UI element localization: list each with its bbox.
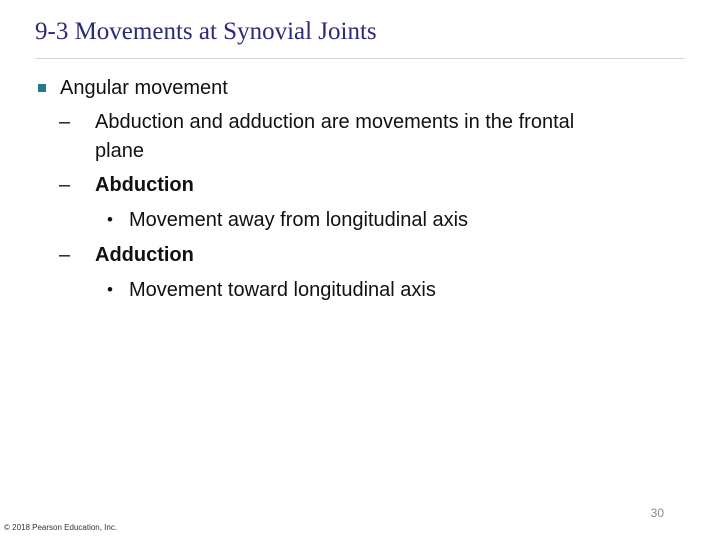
subbullet-text-continuation: plane xyxy=(95,140,144,162)
slide-title: 9-3 Movements at Synovial Joints xyxy=(35,18,377,45)
bullet-text: Angular movement xyxy=(60,77,228,99)
title-divider xyxy=(35,58,685,59)
page-number: 30 xyxy=(650,506,664,520)
dot-bullet-icon: • xyxy=(107,210,113,229)
subbullet-text: Abduction and adduction are movements in the frontal xyxy=(95,111,575,133)
detail-text: Movement away from longitudinal axis xyxy=(129,209,469,231)
dash-bullet-icon: – xyxy=(59,174,71,196)
subbullet-title: Abduction xyxy=(95,174,194,196)
copyright-footer: © 2018 Pearson Education, Inc. xyxy=(4,523,118,532)
subbullet-title: Adduction xyxy=(95,244,194,266)
detail-text: Movement toward longitudinal axis xyxy=(129,279,436,301)
dot-bullet-icon: • xyxy=(107,280,113,299)
dash-bullet-icon: – xyxy=(59,244,71,266)
square-bullet-icon xyxy=(38,84,46,92)
dash-bullet-icon: – xyxy=(59,111,71,133)
